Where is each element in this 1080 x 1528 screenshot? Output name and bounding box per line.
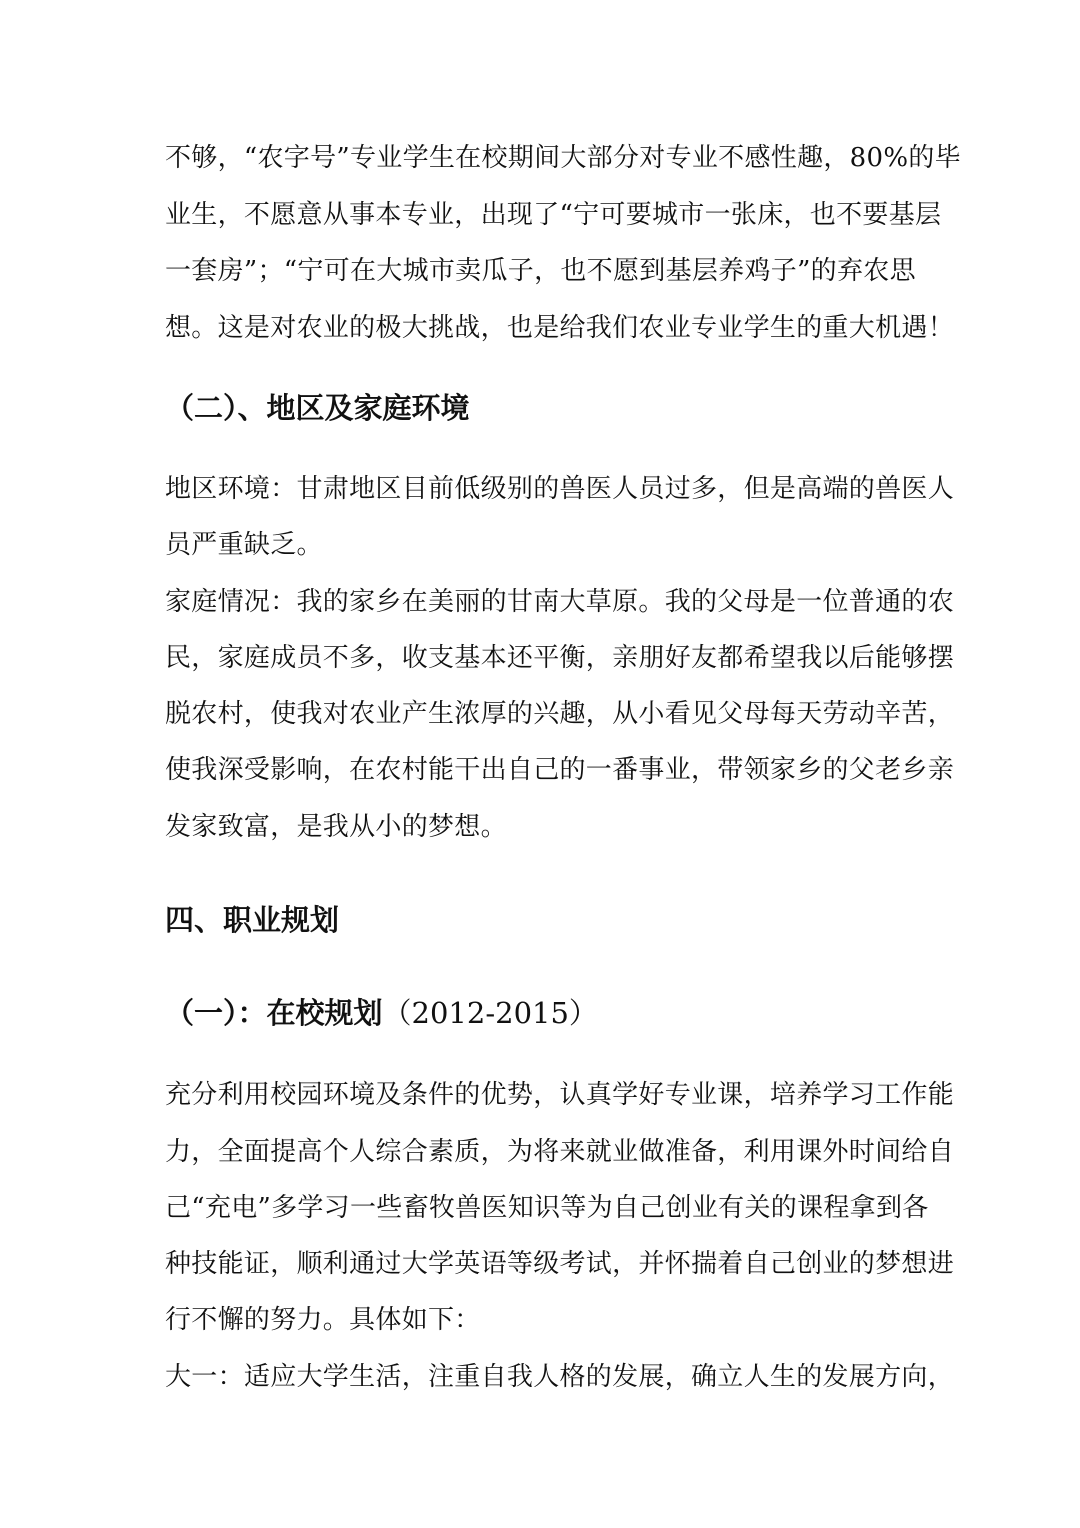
paragraph-line: 发家致富，是我从小的梦想。 <box>165 812 507 842</box>
paragraph-line: 脱农村，使我对农业产生浓厚的兴趣，从小看见父母每天劳动辛苦， <box>165 699 955 729</box>
paragraph-line: 民，家庭成员不多，收支基本还平衡，亲朋好友都希望我以后能够摆 <box>165 643 955 673</box>
paragraph-line: 员严重缺乏。 <box>165 530 323 560</box>
subsection-heading-label: （一）：在校规划 <box>165 996 383 1030</box>
paragraph-line: 充分利用校园环境及条件的优势，认真学好专业课，培养学习工作能 <box>165 1080 955 1110</box>
paragraph-line: 不够，“农字号”专业学生在校期间大部分对专业不感性趣，80%的毕 <box>165 143 961 173</box>
paragraph-line: 业生，不愿意从事本专业，出现了“宁可要城市一张床，也不要基层 <box>165 200 942 230</box>
paragraph-line: 种技能证，顺利通过大学英语等级考试，并怀揣着自己创业的梦想进 <box>165 1249 955 1279</box>
subsection-heading-period: （2012-2015） <box>382 996 598 1030</box>
paragraph-line: 己“充电”多学习一些畜牧兽医知识等为自己创业有关的课程拿到各 <box>165 1193 929 1223</box>
paragraph-line: 家庭情况：我的家乡在美丽的甘南大草原。我的父母是一位普通的农 <box>165 587 955 617</box>
section-heading-region-family: （二）、地区及家庭环境 <box>165 391 470 425</box>
subsection-heading-school-plan <box>165 991 598 1035</box>
paragraph-line: 想。这是对农业的极大挑战，也是给我们农业专业学生的重大机遇！ <box>165 313 955 343</box>
paragraph-line: 使我深受影响，在农村能干出自己的一番事业，带领家乡的父老乡亲 <box>165 755 955 785</box>
section-heading-career-plan: 四、职业规划 <box>165 903 340 937</box>
paragraph-line: 地区环境：甘肃地区目前低级别的兽医人员过多，但是高端的兽医人 <box>165 474 955 504</box>
paragraph-line: 力，全面提高个人综合素质，为将来就业做准备，利用课外时间给自 <box>165 1137 955 1167</box>
paragraph-line: 一套房”；“宁可在大城市卖瓜子，也不愿到基层养鸡子”的弃农思 <box>165 256 916 286</box>
paragraph-line: 行不懈的努力。具体如下： <box>165 1305 481 1335</box>
paragraph-line: 大一：适应大学生活，注重自我人格的发展，确立人生的发展方向， <box>165 1362 955 1392</box>
